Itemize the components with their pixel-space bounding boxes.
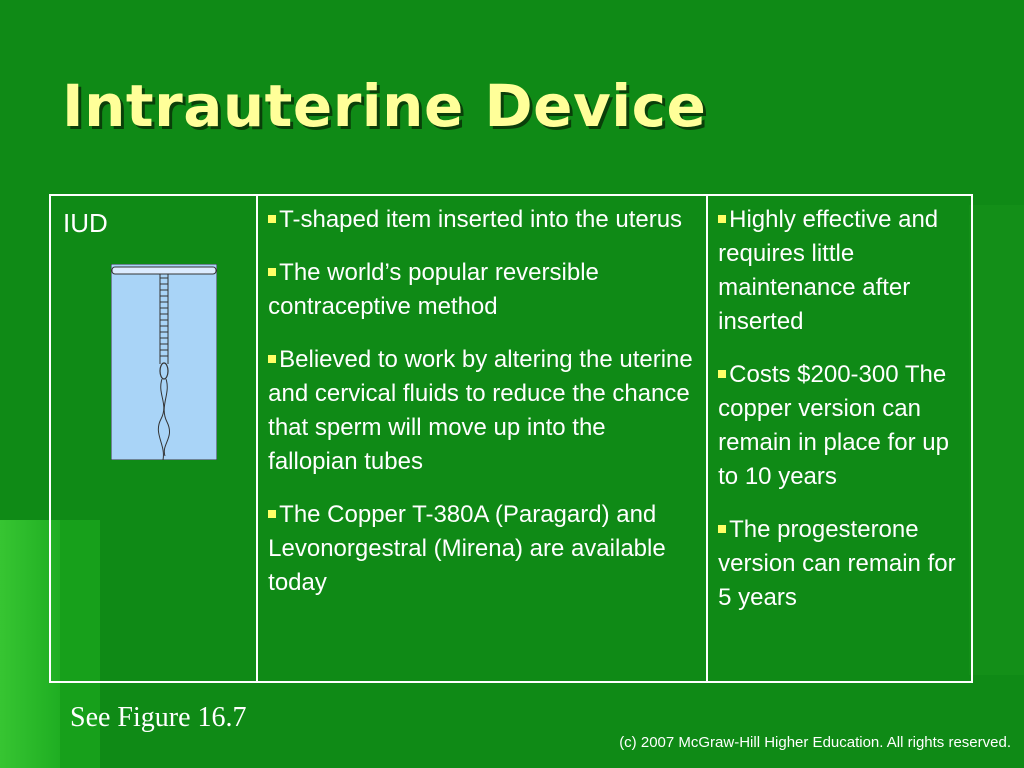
detail-item: The progesterone version can remain for 5 years [718, 516, 956, 611]
bullet-icon [718, 215, 726, 223]
table-cell-description [258, 196, 708, 681]
table-cell-label [51, 196, 258, 681]
slide-title: Intrauterine Device [62, 72, 707, 140]
info-table [49, 194, 973, 683]
bullet-icon [718, 370, 726, 378]
background-accent-right [969, 205, 1024, 675]
bullet-icon [268, 510, 276, 518]
table-cell-details [708, 196, 971, 681]
description-item: T-shaped item inserted into the uterus [268, 203, 698, 237]
description-item: The world’s popular reversible contraceptive method [268, 259, 599, 320]
figure-reference: See Figure 16.7 [70, 702, 247, 733]
description-item: The Copper T-380A (Paragard) and Levonorgestral (Mirena) are available today [268, 501, 666, 596]
bullet-icon [268, 268, 276, 276]
bullet-icon [268, 355, 276, 363]
iud-illustration [111, 264, 217, 460]
bullet-icon [268, 215, 276, 223]
copyright-notice: (c) 2007 McGraw-Hill Higher Education. All rights reserved. [619, 734, 1011, 751]
bullet-icon [718, 525, 726, 533]
detail-item: Highly effective and requires little maintenance after inserted [718, 206, 939, 335]
detail-item: Costs $200-300 The copper version can remain in place for up to 10 years [718, 361, 949, 490]
description-item: Believed to work by altering the uterine and cervical fluids to reduce the chance that sperm will move up into the fallopian tubes [268, 346, 693, 475]
iud-label: IUD [63, 208, 108, 238]
